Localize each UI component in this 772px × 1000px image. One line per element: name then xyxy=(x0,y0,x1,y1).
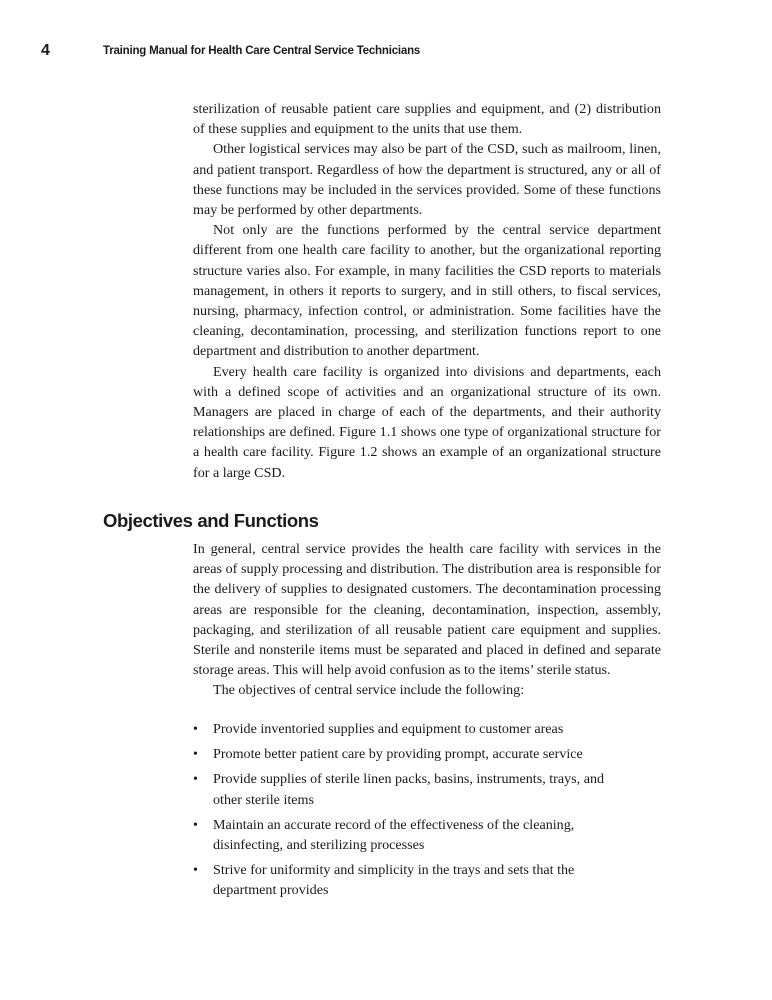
list-item xyxy=(193,719,661,739)
running-title: Training Manual for Health Care Central Service Technicians xyxy=(103,45,421,57)
section-heading: Objectives and Functions xyxy=(103,510,319,531)
objectives-text-block xyxy=(193,539,661,701)
intro-text-block xyxy=(193,99,661,483)
bullet-icon: • xyxy=(193,816,198,833)
objectives-lead-in: The objectives of central service include the following: xyxy=(213,682,525,699)
list-item-text: Promote better patient care by providing prompt, accurate service xyxy=(213,746,583,763)
intro-paragraph: Other logistical services may also be part of the CSD, such as mailroom, linen, and patient transport. Regardless of how the department is structured, any or all of these functions may be included in the services provided. Some of these functions may be performed by other departments. xyxy=(193,141,661,219)
intro-paragraph: Not only are the functions performed by the central service department different from one health care facility to another, but the organizational reporting structure varies also. For example, in many facilities the CSD reports to materials management, in others it reports to surgery, and in still others, to fiscal services, nursing, pharmacy, infection control, or administration. Some facilities have the cleaning, decontamination, processing, and sterilization functions report to one department and distribution to another department. xyxy=(193,222,661,360)
bullet-icon: • xyxy=(193,771,198,788)
list-item-text: Strive for uniformity and simplicity in the trays and sets that the department provides xyxy=(213,862,575,899)
running-header xyxy=(0,41,772,61)
intro-paragraph-continued: sterilization of reusable patient care supplies and equipment, and (2) distribution of these supplies and equipment to the units that use them. xyxy=(193,101,661,138)
objectives-bullet-list xyxy=(193,719,661,906)
list-item-text: Provide inventoried supplies and equipment to customer areas xyxy=(213,721,564,737)
page-number: 4 xyxy=(41,42,50,59)
bullet-icon: • xyxy=(193,721,198,737)
list-item xyxy=(193,744,661,764)
intro-paragraph: Every health care facility is organized into divisions and departments, each with a defined scope of activities and an organizational structure of its own. Managers are placed in charge of each of the departments, and their authority relationships are defined. Figure 1.1 shows one type of organizational structure for a health care facility. Figure 1.2 shows an example of an organizational structure for a large CSD. xyxy=(193,363,661,481)
list-item xyxy=(193,860,661,900)
bullet-icon: • xyxy=(193,746,198,763)
list-item-text: Maintain an accurate record of the effectiveness of the cleaning, disinfecting, and sterilizing processes xyxy=(213,816,575,854)
list-item xyxy=(193,769,661,809)
list-item-text: Provide supplies of sterile linen packs, basins, instruments, trays, and other sterile items xyxy=(213,771,605,808)
objectives-paragraph: In general, central service provides the health care facility with services in the areas of supply processing and distribution. The distribution area is responsible for the delivery of supplies to designated customers. The decontamination processing areas are responsible for the cleaning, decontamination, inspection, assembly, packaging, and sterilization of all reusable patient care equipment and supplies. Sterile and nonsterile items must be separated and placed in defined and separate storage areas. This will help avoid confusion as to the items’ sterile status. xyxy=(193,541,661,679)
bullet-icon: • xyxy=(193,862,198,879)
list-item xyxy=(193,815,661,855)
